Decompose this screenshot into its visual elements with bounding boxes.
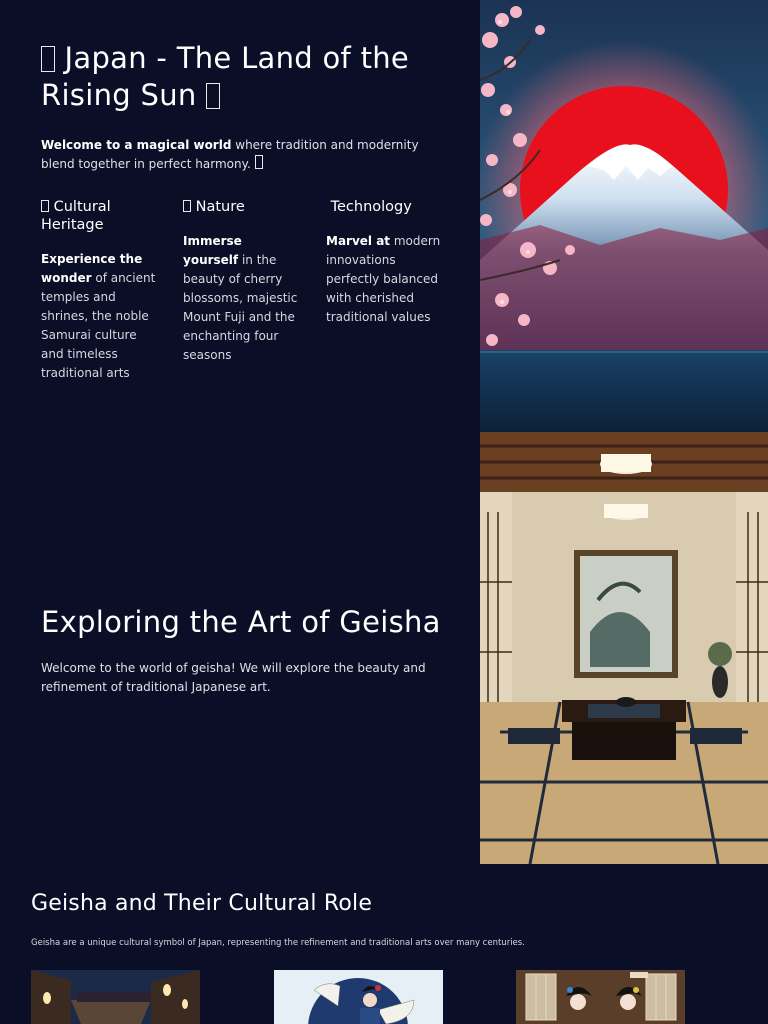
hero-section [0,0,480,432]
japanese-room-image [480,432,768,864]
feature-text [41,250,157,383]
blossom-icon [183,200,191,212]
geisha-fan-illustration [274,970,443,1024]
torii-icon [41,200,49,212]
feature-technology [326,198,446,324]
feature-strong: Immerse yourself [183,234,242,267]
feature-text [183,232,301,365]
gallery-image-geisha-fan [274,970,443,1024]
lead-text: where tradition and modernity blend together in perfect harmony. [41,138,419,171]
geisha-pair-illustration [516,970,685,1024]
gallery-image-geisha-pair [516,970,685,1024]
feature-title-text: Nature [195,199,245,215]
feature-nature [183,198,303,362]
feature-title-text: Cultural Heritage [41,199,111,233]
feature-body: modern innovations perfectly balanced with cherished traditional values [326,234,441,324]
feature-title [41,198,161,234]
hero-lead [41,136,431,174]
hero-title-text: Japan - The Land of the Rising Sun [41,41,410,112]
tatami-room-illustration [480,432,768,864]
feature-cultural-heritage [41,198,161,380]
lead-strong: Welcome to a magical world [41,138,232,152]
mount-fuji-illustration [480,0,768,432]
sakura-icon [206,83,220,109]
feature-strong: Experience the wonder [41,252,143,285]
flag-icon [41,46,55,72]
geisha-section-text: Welcome to the world of geisha! We will explore the beauty and refinement of traditional Japanese art. [41,661,426,694]
feature-body: in the beauty of cherry blossoms, majestic Mount Fuji and the enchanting four seasons [183,253,298,362]
geisha-section-title: Exploring the Art of Geisha [41,605,441,639]
gallery-image-street [31,970,200,1024]
feature-text [326,232,442,327]
mount-fuji-image [480,0,768,432]
feature-title [326,198,446,216]
hero-title [41,40,461,114]
feature-strong: Marvel at [326,234,391,248]
feature-body: of ancient temples and shrines, the noble Samurai culture and timeless traditional arts [41,271,156,380]
night-street-illustration [31,970,200,1024]
cultural-role-title: Geisha and Their Cultural Role [31,891,373,916]
sparkle-icon [255,155,263,169]
cultural-role-text: Geisha are a unique cultural symbol of Japan, representing the refinement and traditional arts over many centuries. [31,938,525,948]
feature-title [183,198,303,216]
feature-title-text: Technology [330,199,412,215]
